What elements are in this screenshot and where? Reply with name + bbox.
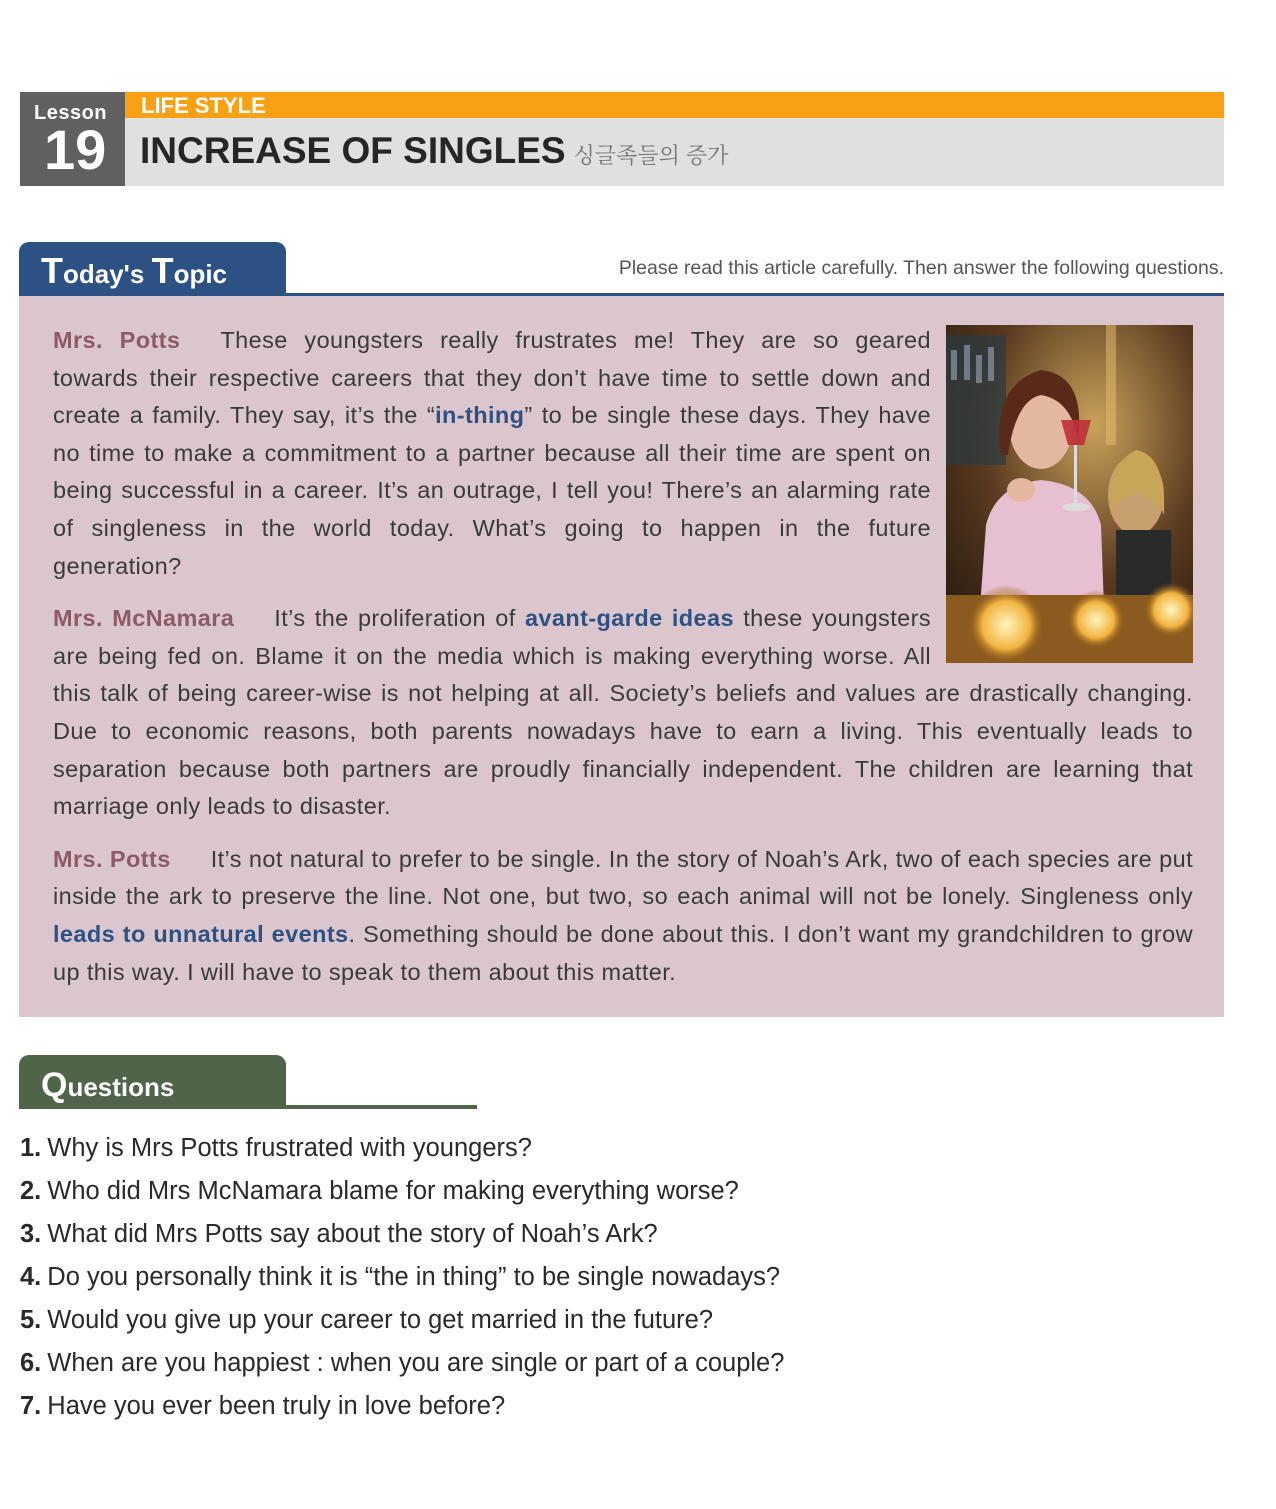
article-box	[19, 296, 1224, 1017]
question-text: Who did Mrs McNamara blame for making everything worse?	[47, 1177, 739, 1205]
question-number: 7.	[20, 1392, 42, 1420]
question-item	[20, 1170, 784, 1213]
question-text: When are you happiest : when you are single or part of a couple?	[47, 1349, 785, 1377]
title-bar	[125, 118, 1224, 186]
keyword-highlight: leads to unnatural events	[53, 920, 349, 947]
dialogue-paragraph-3	[53, 841, 1193, 991]
paragraph-text: These youngsters really frustrates me! They are so geared towards their respective careers that they don’t have time to settle down and create a family. They say, it’s the “	[53, 327, 931, 429]
question-number: 4.	[20, 1263, 42, 1291]
reading-instructions: Please read this article carefully. Then answer the following questions.	[618, 257, 1224, 279]
question-list	[20, 1127, 784, 1428]
paragraph-text: these youngsters are being fed on. Blame it on the media which is making everything worse. All this talk of being career-wise is not helping at all. Society’s beliefs and values are drastically changing. Due to economic reasons, both parents nowadays have to earn a living. This eventually leads to separation because both partners are proudly financially independent. The children are learning that marriage only leads to disaster.	[53, 605, 1193, 820]
questions-tab-rest: uestions	[67, 1072, 175, 1102]
lesson-label: Lesson	[34, 102, 108, 124]
todays-topic-tab	[19, 242, 286, 296]
question-text: Would you give up your career to get married in the future?	[47, 1306, 714, 1334]
keyword-highlight: avant-garde ideas	[524, 605, 734, 632]
lesson-number: 19	[44, 118, 107, 181]
question-item	[20, 1256, 784, 1299]
speaker-name: Mrs. McNamara	[53, 605, 235, 632]
paragraph-text: . Something should be done about this. I don’t want my grandchildren to grow up this way. I will have to speak to them about this matter.	[53, 920, 1193, 985]
bar-scene-image	[946, 325, 1193, 663]
speaker-name: Mrs. Potts	[53, 327, 181, 353]
category-label: LIFE STYLE	[141, 93, 266, 118]
question-text: What did Mrs Potts say about the story of Noah’s Ark?	[47, 1220, 658, 1248]
question-text: Why is Mrs Potts frustrated with youngers?	[47, 1134, 532, 1162]
question-number: 5.	[20, 1306, 42, 1334]
article-photo	[946, 325, 1193, 663]
question-item	[20, 1299, 784, 1342]
keyword-highlight: in-thing	[435, 402, 525, 429]
paragraph-text: It’s not natural to prefer to be single. In the story of Noah’s Ark, two of each species are put inside the ark to preserve the line. Not one, but two, so each animal will not be lonely. Singleness only	[53, 845, 1193, 910]
questions-tab	[19, 1055, 286, 1109]
questions-tab-initial: Q	[41, 1066, 68, 1104]
page-title-english: INCREASE OF SINGLES	[140, 130, 566, 171]
paragraph-text: It’s the proliferation of	[274, 605, 525, 632]
speaker-name: Mrs. Potts	[53, 845, 171, 872]
question-number: 3.	[20, 1220, 42, 1248]
question-item	[20, 1385, 784, 1428]
topic-tab-rest-1: oday's	[63, 259, 152, 289]
topic-tab-initial-1: T	[41, 250, 63, 291]
question-item	[20, 1342, 784, 1385]
question-number: 2.	[20, 1177, 42, 1205]
category-bar	[125, 92, 1224, 118]
question-item	[20, 1127, 784, 1170]
topic-tab-initial-2: T	[151, 250, 174, 291]
question-text: Have you ever been truly in love before?	[47, 1392, 506, 1420]
question-item	[20, 1213, 784, 1256]
topic-tab-rest-2: opic	[173, 259, 228, 289]
article-text	[53, 322, 1193, 1006]
paragraph-text: ” to be single these days. They have no time to make a commitment to a partner because all their time are spent on being successful in a career. It’s an outrage, I tell you! There’s an alarming rate of singleness in the world today. What’s going to happen in the future generation?	[53, 402, 931, 579]
question-text: Do you personally think it is “the in thing” to be single nowadays?	[47, 1263, 781, 1291]
page-title	[140, 130, 728, 172]
questions-divider	[19, 1105, 477, 1109]
question-number: 6.	[20, 1349, 42, 1377]
lesson-badge	[20, 92, 125, 186]
question-number: 1.	[20, 1134, 42, 1162]
page-title-korean: 싱글족들의 증가	[573, 143, 729, 168]
